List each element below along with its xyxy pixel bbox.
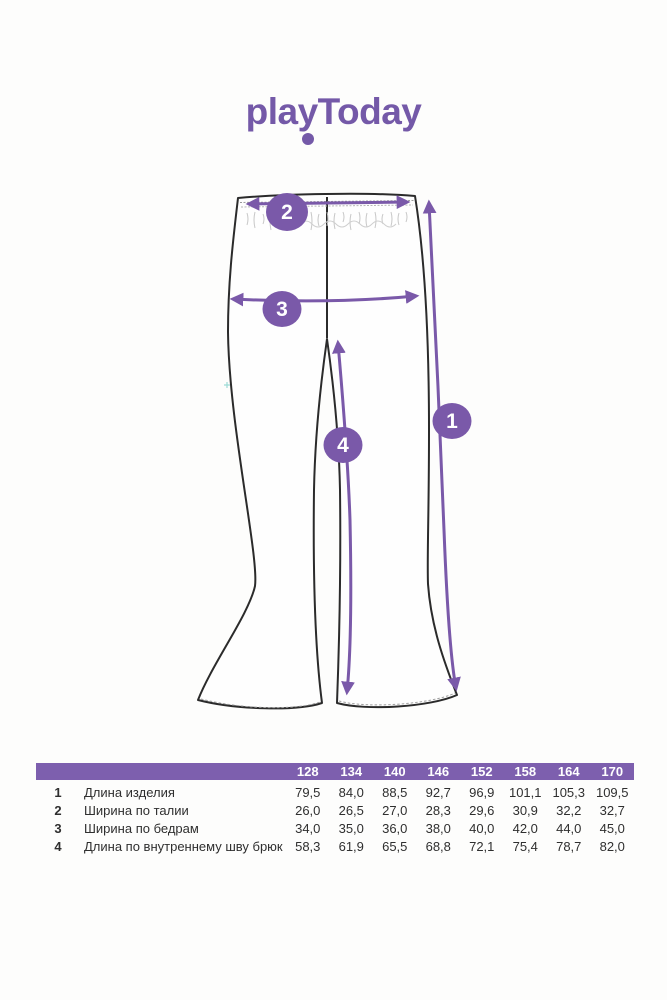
- row-value: 82,0: [599, 838, 625, 854]
- row-value: 29,6: [469, 802, 495, 818]
- row-value: 30,9: [512, 802, 538, 818]
- row-value: 79,5: [295, 784, 321, 800]
- size-table-body: [36, 780, 634, 855]
- row-value: 84,0: [338, 784, 364, 800]
- row-value: 109,5: [595, 784, 629, 800]
- row-value: 58,3: [295, 838, 321, 854]
- row-value: 32,2: [556, 802, 582, 818]
- row-value: 101,1: [508, 784, 542, 800]
- row-value: 35,0: [338, 820, 364, 836]
- table-row: [36, 801, 634, 819]
- size-column-header: 140: [383, 764, 406, 779]
- row-value: 28,3: [425, 802, 451, 818]
- row-value: 32,7: [599, 802, 625, 818]
- row-value: 34,0: [295, 820, 321, 836]
- row-value: 88,5: [382, 784, 408, 800]
- size-column-header: 128: [296, 764, 319, 779]
- row-label: Длина изделия: [84, 784, 175, 800]
- row-value: 45,0: [599, 820, 625, 836]
- row-value: 26,5: [338, 802, 364, 818]
- svg-text:3: 3: [276, 298, 288, 321]
- row-value: 75,4: [512, 838, 538, 854]
- row-value: 105,3: [552, 784, 586, 800]
- row-value: 26,0: [295, 802, 321, 818]
- measurement-marker-4: [324, 427, 363, 463]
- row-value: 27,0: [382, 802, 408, 818]
- size-table-header-row: [36, 763, 634, 780]
- size-table: [36, 763, 634, 855]
- row-value: 78,7: [556, 838, 582, 854]
- row-number: 3: [54, 820, 62, 836]
- row-value: 42,0: [512, 820, 538, 836]
- row-value: 96,9: [469, 784, 495, 800]
- table-row: [36, 783, 634, 801]
- row-value: 38,0: [425, 820, 451, 836]
- row-value: 40,0: [469, 820, 495, 836]
- table-row: [36, 819, 634, 837]
- row-value: 44,0: [556, 820, 582, 836]
- measurement-marker-2: [266, 193, 308, 231]
- row-value: 65,5: [382, 838, 408, 854]
- row-value: 68,8: [425, 838, 451, 854]
- logo-letter-y: y: [298, 93, 318, 130]
- row-label: Ширина по талии: [84, 802, 189, 818]
- logo-text-pre: pla: [245, 91, 298, 132]
- measurement-marker-1: [433, 403, 472, 439]
- size-column-header: 170: [601, 764, 624, 779]
- row-number: 4: [54, 838, 62, 854]
- svg-text:1: 1: [446, 410, 458, 433]
- row-value: 72,1: [469, 838, 495, 854]
- row-number: 1: [54, 784, 62, 800]
- row-value: 92,7: [425, 784, 451, 800]
- row-number: 2: [54, 802, 62, 818]
- svg-text:4: 4: [337, 434, 349, 457]
- table-row: [36, 837, 634, 855]
- size-column-header: 164: [557, 764, 580, 779]
- size-column-header: 134: [340, 764, 363, 779]
- row-label: Ширина по бедрам: [84, 820, 199, 836]
- row-label: Длина по внутреннему шву брюк: [84, 838, 283, 854]
- artifact-mark: [224, 382, 230, 388]
- logo-text-post: Today: [317, 91, 422, 132]
- measurement-marker-3: [263, 291, 302, 327]
- size-column-header: 158: [514, 764, 537, 779]
- row-value: 36,0: [382, 820, 408, 836]
- size-column-header: 152: [470, 764, 493, 779]
- svg-text:2: 2: [281, 201, 293, 224]
- size-column-header: 146: [427, 764, 450, 779]
- row-value: 61,9: [338, 838, 364, 854]
